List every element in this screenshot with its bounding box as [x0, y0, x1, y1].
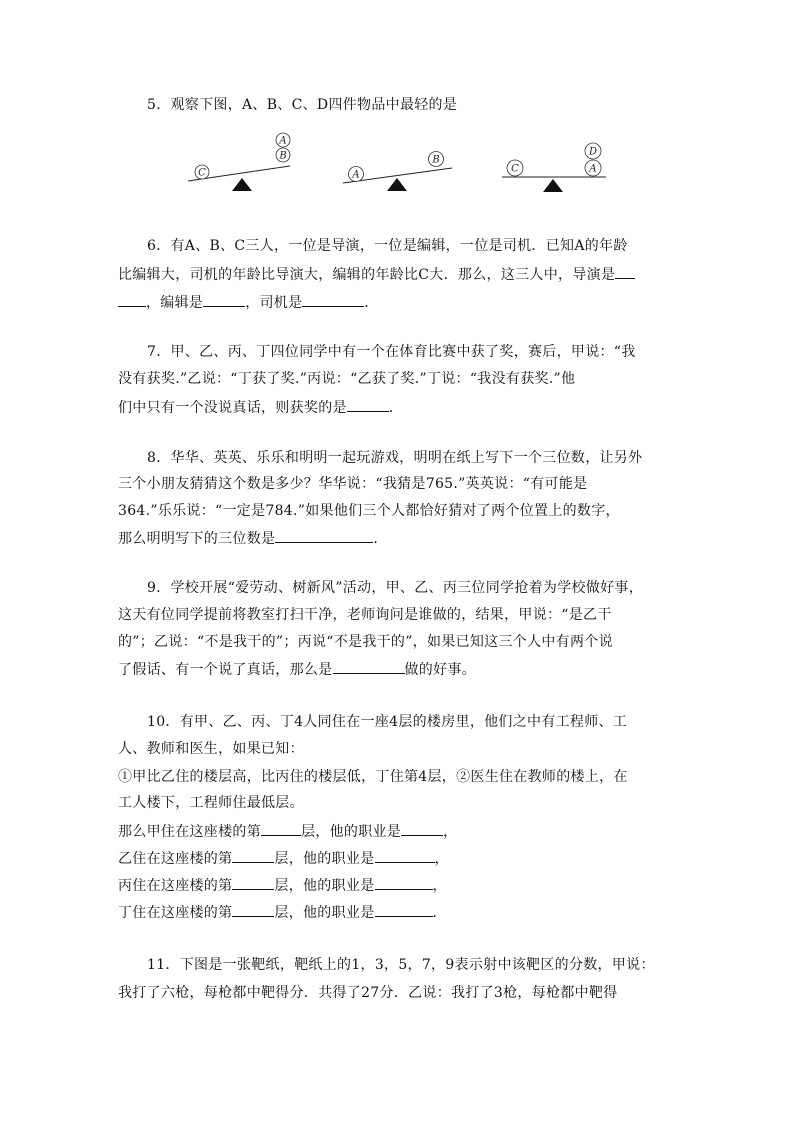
q11-line-1: 11．下图是一张靶纸，靶纸上的1，3，5，7，9表示射中该靶区的分数，甲说：: [147, 957, 655, 973]
s1-label-b: B: [279, 150, 287, 162]
q10-blank-ding-job[interactable]: [375, 902, 433, 917]
q7-line-3: [118, 397, 403, 418]
q6-editor-label: ，编辑是: [146, 295, 204, 311]
q10-line-4: 工人楼下，工程师住最低层。: [118, 795, 304, 811]
q10-row-yi-end: ，: [434, 851, 449, 867]
s1-label-c: C: [198, 167, 206, 179]
q9-line-4: [118, 659, 476, 680]
q10-line-1: 10．有甲、乙、丙、丁4人同住在一座4层的楼房里，他们之中有工程师、工: [147, 714, 628, 730]
q6-blank-editor[interactable]: [203, 292, 245, 307]
q7-blank-winner[interactable]: [347, 397, 389, 412]
q10-row-bing: [118, 875, 447, 896]
q10-row-ding-job-label: 层，他的职业是: [274, 905, 375, 921]
q10-blank-jia-job[interactable]: [401, 821, 443, 836]
q7-line-3-text: 们中只有一个没说真话，则获奖的是: [118, 400, 347, 416]
q8-end-mark: ．: [373, 531, 388, 547]
q6-blank-director-cont[interactable]: [118, 292, 146, 307]
q10-blank-yi-floor[interactable]: [232, 848, 274, 863]
s3-label-a: A: [589, 163, 597, 175]
q8-line-1: 8．华华、英英、乐乐和明明一起玩游戏，明明在纸上写下一个三位数，让另外: [147, 450, 643, 466]
balance-scale-1: [188, 133, 290, 191]
q10-row-bing-job-label: 层，他的职业是: [274, 878, 375, 894]
q7-line-2: 没有获奖.”乙说：“丁获了奖.”丙说：“乙获了奖.”丁说：“我没有获奖.”他: [118, 371, 576, 387]
q6-blank-driver[interactable]: [302, 292, 364, 307]
q10-blank-jia-floor[interactable]: [261, 821, 301, 836]
q10-row-ding-floor-label: 丁住在这座楼的第: [118, 905, 233, 921]
q10-row-jia-end: ，: [443, 824, 458, 840]
s1-label-a: A: [279, 135, 287, 147]
q9-line-1: 9．学校开展“爱劳动、树新风”活动，甲、乙、丙三位同学抢着为学校做好事，: [147, 580, 644, 596]
q8-line-3: 364.”乐乐说：“一定是784.”如果他们三个人都恰好猜对了两个位置上的数字，: [118, 503, 620, 519]
q10-blank-bing-floor[interactable]: [232, 875, 274, 890]
q10-row-yi: [118, 848, 449, 869]
q6-line-2-text: 比编辑大，司机的年龄比导演大，编辑的年龄比C大．那么，这三人中，导演是: [118, 267, 616, 283]
q9-blank-person[interactable]: [333, 659, 405, 674]
q9-line-2: 这天有位同学提前将教室打扫干净，老师询问是谁做的，结果，甲说：“是乙干: [118, 607, 612, 623]
q11-line-2: 我打了六枪，每枪都中靶得分．共得了27分．乙说：我打了3枪，每枪都中靶得: [118, 985, 618, 1001]
s3-label-d: D: [588, 146, 598, 158]
q6-blank-director[interactable]: [615, 264, 635, 279]
s2-label-a: A: [352, 169, 360, 181]
s3-label-c: C: [511, 163, 519, 175]
s2-label-b: B: [432, 154, 440, 166]
q9-line-4-end: 做的好事。: [404, 662, 476, 678]
q10-blank-ding-floor[interactable]: [232, 902, 274, 917]
q10-row-bing-floor-label: 丙住在这座楼的第: [118, 878, 233, 894]
q10-row-jia: [118, 821, 457, 842]
q10-blank-yi-job[interactable]: [375, 848, 435, 863]
q8-blank-number[interactable]: [275, 528, 373, 543]
q10-line-3: ①甲比乙住的楼层高，比丙住的楼层低，丁住第4层，②医生住在教师的楼上，在: [118, 769, 628, 785]
q6-line-3: [118, 292, 379, 313]
q9-line-4-text: 了假话、有一个说了真话，那么是: [118, 662, 333, 678]
q10-row-ding: [118, 902, 447, 923]
q6-end-mark: ．: [364, 295, 379, 311]
balance-scale-3: [502, 143, 606, 192]
q8-line-4: [118, 528, 388, 549]
q7-end-mark: ．: [388, 400, 404, 416]
q10-blank-bing-job[interactable]: [375, 875, 433, 890]
balance-scales-figure: [180, 126, 620, 196]
q10-row-yi-job-label: 层，他的职业是: [274, 851, 375, 867]
q10-row-jia-floor-label: 那么甲住在这座楼的第: [118, 824, 261, 840]
q10-row-jia-job-label: 层，他的职业是: [301, 824, 402, 840]
q10-row-bing-end: ，: [432, 878, 447, 894]
q6-line-2: [118, 264, 635, 285]
q7-line-1: 7．甲、乙、丙、丁四位同学中有一个在体育比赛中获了奖，赛后，甲说：“我: [147, 344, 636, 360]
q6-driver-label: ，司机是: [245, 295, 303, 311]
q8-line-4-text: 那么明明写下的三位数是: [118, 531, 276, 547]
q10-row-yi-floor-label: 乙住在这座楼的第: [118, 851, 233, 867]
q10-line-2: 人、教师和医生，如果已知：: [118, 741, 304, 757]
q10-row-ding-end: ．: [432, 905, 447, 921]
balance-scale-2: [343, 152, 452, 192]
q9-line-3: 的”；乙说：“不是我干的”；丙说“不是我干的”，如果已知这三个人中有两个说: [118, 634, 613, 650]
q5-text: 5．观察下图，A、B、C、D四件物品中最轻的是: [147, 97, 458, 113]
q6-line-1: 6．有A、B、C三人，一位是导演，一位是编辑，一位是司机．已知A的年龄: [147, 238, 628, 254]
q8-line-2: 三个小朋友猜猜这个数是多少？华华说：“我猜是765.”英英说：“有可能是: [118, 476, 588, 492]
